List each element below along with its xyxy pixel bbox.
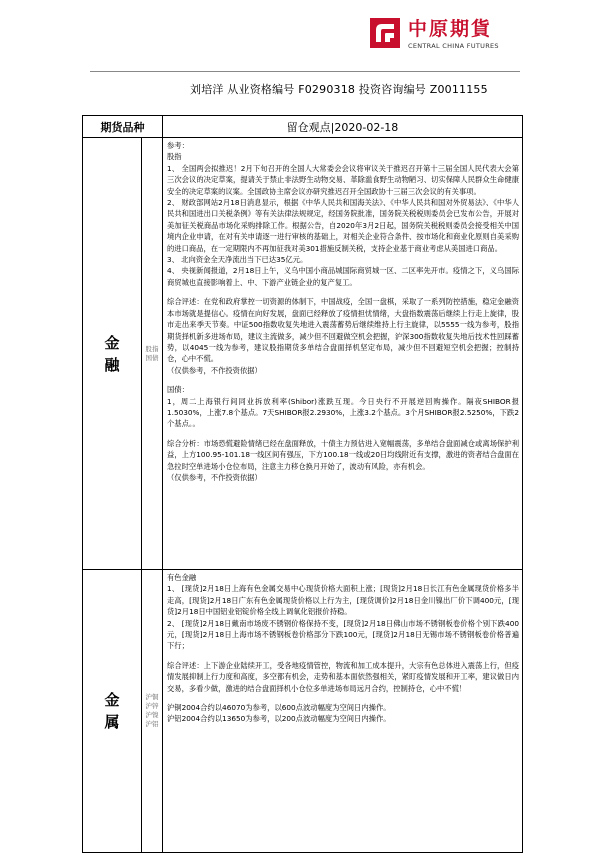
subcategory-label: 沪铜 (145, 693, 159, 701)
table-header-row (83, 116, 523, 138)
logo-emblem-icon (370, 18, 400, 48)
report-table (82, 115, 523, 853)
subcategory-label: 沪镍 (145, 711, 159, 719)
content-paragraph: 参考： (167, 141, 189, 150)
content-paragraph: 1，周二上海银行间同业拆放利率(Shibor)涨跌互现。今日央行不开展逆回购操作。隔夜SHIBOR报1.5030%，上涨7.8个基点。7天SHIBOR报2.2930%，上涨3.2个基点。3个月SHIBOR报2.5250%，下跌2个基点。。 (167, 396, 519, 429)
subcategory-cell (142, 570, 163, 853)
company-logo (370, 18, 540, 54)
content-paragraph: 股指 (167, 152, 182, 162)
content-paragraph: 综合评述：在党和政府掌控一切资源的体制下，中国战疫，全国一盘棋，采取了一系列防控措施，稳定金融资本市场就是提信心。疫情在向好发展，盘面已经释放了疫情担忧情绪，大盘指数震荡后继续上行走上旋律，股市走出来季天节奏。中证500指数收复失地进入震荡蓄势后继续维持上行主旋律，以5555一线为参考，股指期货择机新多进场布局，建议主流做多，减少但不回避做空机会把握，沪深300指数收复失地后技术性回踩蓄势，以4045一线为参考，建议股指期货多单结合盘面择机坚定布局，减少但不回避短空机会把握；控制持仓，心中不慌。 (167, 297, 519, 364)
content-paragraph: （仅供参考，不作投资依据） (167, 472, 262, 482)
content-paragraph: 沪铜2004合约以46070为参考，以600点波动幅度为空间日内操作。 (167, 703, 391, 713)
subcategory-cell (142, 138, 163, 570)
table-row-metals (83, 570, 523, 853)
content-paragraph: 综合评述：上下游企业陆续开工，受各地疫情管控，物流和加工成本提升，大宗有色总体进入震荡上行，但疫情发展抑制上行力度和高度，多空都有机会，走势和基本面依然强相关，紧盯疫情发展和开工率，建议做日内交易，多看少做，激进的结合盘面择机小仓位多单进场布局远月合约，控制持仓，心中不慌！ (167, 660, 519, 693)
content-cell (163, 570, 523, 853)
content-paragraph: 4、 央视新闻报道，2月18日上午，义乌中国小商品城国际商贸城一区、二区率先开市。疫情之下，义乌国际商贸城也直接影响着上、中、下游产业链企业的复产复工。 (167, 266, 519, 287)
content-paragraph: 沪铝2004合约以13650为参考，以200点波动幅度为空间日内操作。 (167, 714, 391, 724)
content-paragraph: 1、 全国两会拟推迟！2月下旬召开的全国人大常委会会议将审议关于推迟召开第十三届全国人民代表大会第三次会议的决定草案，提请关于禁止非法野生动物交易、革除滥食野生动物陋习、切实保障人民群众生命健康安全的决定草案的议案。全国政协主席会议亦研究推迟召开全国政协十三届三次会议的有关事项。 (167, 163, 519, 196)
content-paragraph: 2、 [现货]2月18日戴南市场废不锈钢价格保持不变，[现货]2月18日佛山市场不锈钢板卷价格个别下跌400元，[现货]2月18日上海市场不锈钢板卷价格部分下跌100元，[现货]2月18日无锡市场不锈钢板卷价格普遍下行； (167, 618, 519, 651)
subcategory-label: 沪铝 (145, 720, 159, 728)
header-divider (90, 71, 520, 72)
content-paragraph: 综合分析：市场恐慌避险情绪已经在盘面释放，十债主力预估进入宽幅震荡，多单结合盘面减仓或离场保护利益，上方100.95-101.18一线区间有强压，下方100.18一线或20日均线附近有支撑，激进的资者结合盘面在急拉时空单进场小仓位布局，注意主力移仓换月开始了，波动有风险，亦有机会。 (167, 438, 519, 471)
category-label: 融 (104, 355, 120, 374)
content-paragraph: 国债： (167, 385, 189, 395)
content-paragraph: 有色金融 (167, 573, 197, 582)
content-paragraph: 3、 北向资金全天净流出当下已达35亿元。 (167, 255, 308, 265)
category-cell (83, 138, 142, 570)
table-row-finance (83, 138, 523, 570)
logo-name-en: CENTRAL CHINA FUTURES (408, 42, 499, 50)
logo-name-cn: 中原期貨 (408, 18, 493, 40)
blank-line (167, 430, 519, 438)
blank-line (167, 376, 519, 384)
blank-line (167, 694, 519, 702)
author-line: 刘培洋 从业资格编号 F0290318 投资咨询编号 Z0011155 (190, 83, 488, 96)
blank-line (167, 652, 519, 660)
subcategory-label: 沪锌 (145, 702, 159, 710)
blank-line (167, 288, 519, 296)
content-paragraph: （仅供参考，不作投资依据） (167, 365, 262, 375)
category-label: 金 (104, 333, 120, 352)
category-cell (83, 570, 142, 853)
content-cell (163, 138, 523, 570)
subcategory-label: 股指 (145, 344, 159, 353)
category-label: 属 (104, 713, 120, 731)
subcategory-label: 国债 (145, 353, 159, 362)
category-label: 金 (104, 691, 120, 709)
content-paragraph: 1、 [现货]2月18日上海有色金属交易中心现货价格大面积上涨；[现货]2月18日长江有色金属现货价格多半走高，[现货]2月18日广东有色金属现货价格以上行为主，[现货调价]2月18日金川镍出厂价下调400元，[现货]2月18日中国铝业铝锭价格全线上调氧化铝报价持稳。 (167, 584, 519, 617)
header-view: 留仓观点|2020-02-18 (163, 116, 523, 138)
content-paragraph: 2、 财政部网站2月18日消息显示，根据《中华人民共和国海关法》、《中华人民共和国对外贸易法》、《中华人民共和国进出口关税条例》等有关法律法规规定，经国务院批准，国务院关税税则委员会已发布公告，开展对美加征关税商品市场化采购排除工作。根据公告，自2020年3月2日起，国务院关税税则委员会接受相关中国境内企业申请，在对有关申请逐一进行审核的基础上，对相关企业符合条件、按市场化和商业化原则自美采购的进口商品，在一定期限内不再加征我对美301措施反制关税，支持企业基于商业考虑从美国进口商品。 (167, 198, 519, 253)
header-product: 期货品种 (83, 116, 163, 138)
